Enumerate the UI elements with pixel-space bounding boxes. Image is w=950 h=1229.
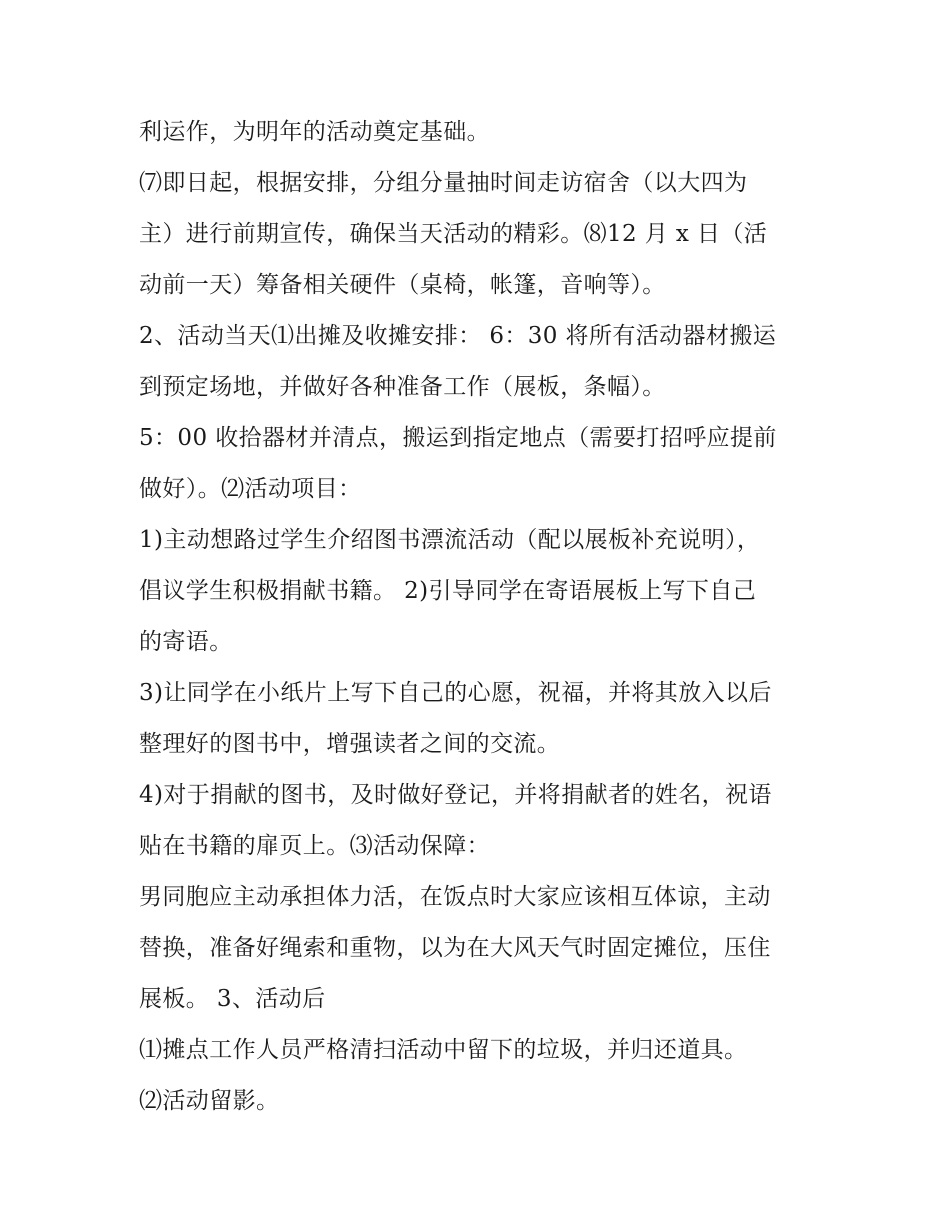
text-line: 2、活动当天⑴出摊及收摊安排： 6：30 将所有活动器材搬运	[139, 323, 777, 349]
text-line: 整理好的图书中，增强读者之间的交流。	[139, 731, 561, 757]
text-line: 动前一天）筹备相关硬件（桌椅，帐篷，音响等）。	[139, 272, 666, 298]
text-line: 主）进行前期宣传，确保当天活动的精彩。⑻12 月 x 日（活	[139, 221, 768, 247]
text-line: ⑺即日起，根据安排，分组分量抽时间走访宿舍（以大四为	[139, 170, 748, 196]
text-line: 利运作，为明年的活动奠定基础。	[139, 119, 490, 145]
text-line: 的寄语。	[139, 629, 233, 655]
text-line: 3)让同学在小纸片上写下自己的心愿，祝福，并将其放入以后	[139, 680, 772, 706]
text-line: ⑴摊点工作人员严格清扫活动中留下的垃圾，并归还道具。	[139, 1037, 748, 1063]
text-line: 5：00 收拾器材并清点，搬运到指定地点（需要打招呼应提前	[139, 425, 777, 451]
text-line: ⑵活动留影。	[139, 1088, 280, 1114]
text-line: 做好）。⑵活动项目：	[139, 476, 362, 502]
text-line: 替换，准备好绳索和重物，以为在大风天气时固定摊位，压住	[139, 935, 771, 961]
text-line: 4)对于捐献的图书，及时做好登记，并将捐献者的姓名，祝语	[139, 782, 772, 808]
document-body	[139, 107, 819, 1127]
text-line: 男同胞应主动承担体力活，在饭点时大家应该相互体谅，主动	[139, 884, 771, 910]
text-line: 1)主动想路过学生介绍图书漂流活动（配以展板补充说明），	[139, 527, 761, 553]
text-line: 贴在书籍的扉页上。⑶活动保障：	[139, 833, 490, 859]
text-line: 倡议学生积极捐献书籍。 2)引导同学在寄语展板上写下自己	[139, 578, 757, 604]
text-line: 到预定场地，并做好各种准备工作（展板，条幅）。	[139, 374, 666, 400]
text-line: 展板。 3、活动后	[139, 986, 326, 1012]
